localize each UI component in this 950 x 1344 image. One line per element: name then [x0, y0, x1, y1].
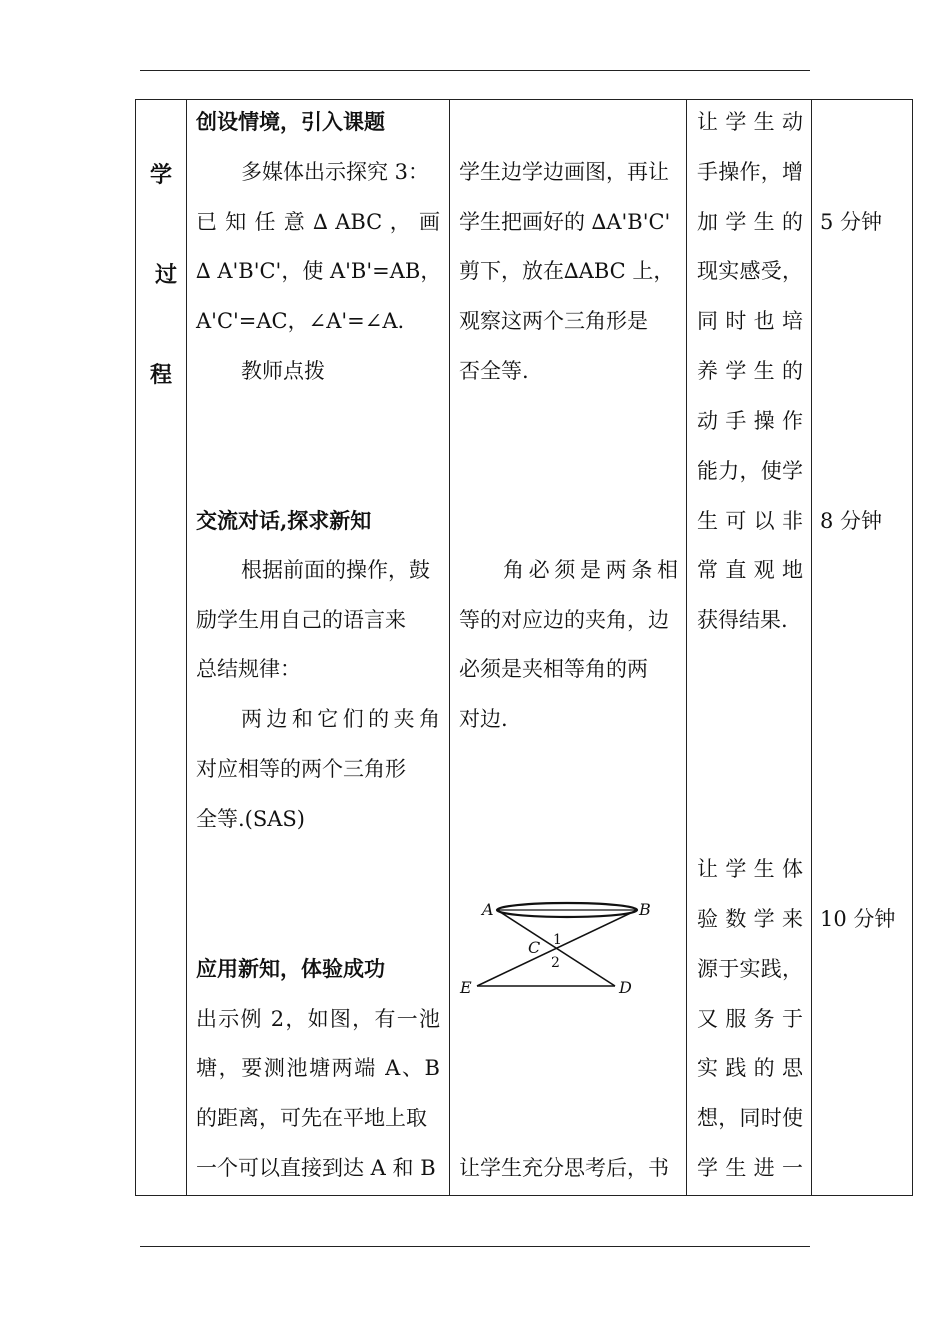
text-line: 能力，使学 [697, 459, 803, 483]
row-label-char: 程 [149, 362, 172, 388]
text-line: 必须是夹相等角的两 [459, 657, 648, 681]
text-line: 手操作，增 [697, 160, 803, 184]
text-line: 想，同时使 [697, 1106, 803, 1130]
text-line: 多媒体出示探究 3： [241, 160, 430, 184]
text-line: 教师点拨 [241, 359, 325, 383]
text-line: 获得结果. [697, 608, 788, 632]
column-divider [686, 100, 687, 1195]
text-line: 学生把画好的 ∆A'B'C' [459, 210, 671, 234]
label-angle-2: 2 [551, 955, 560, 971]
text-line: 否全等. [459, 359, 529, 383]
text-line: 励学生用自己的语言来 [196, 608, 406, 632]
text-line: 养学生的 [697, 359, 803, 383]
text-line: 对边. [459, 707, 508, 731]
text-line: 剪下，放在∆ABC 上， [459, 259, 675, 283]
text-line: 让学生体 [697, 857, 803, 881]
column-divider [449, 100, 450, 1195]
text-line: 两边和它们的夹角 [241, 707, 440, 731]
text-line: 学生进一 [697, 1156, 803, 1180]
text-line: 生可以非 [697, 509, 803, 533]
text-line: 一个可以直接到达 A 和 B [196, 1156, 436, 1180]
text-line: 已 知 任 意 ∆ ABC ， 画 [196, 210, 440, 234]
label-d: D [619, 978, 632, 997]
text-line: 加学生的 [697, 210, 803, 234]
section-title: 交流对话,探求新知 [196, 508, 372, 533]
text-line: 塘，要测池塘两端 A、B [196, 1056, 440, 1080]
segment-be [477, 910, 637, 986]
text-line: 动手操作 [697, 409, 803, 433]
text-line: 观察这两个三角形是 [459, 309, 648, 333]
label-c: C [528, 938, 541, 957]
text-line: ∆ A'B'C'，使 A'B'=AB， [196, 259, 442, 283]
text-line: 让学生充分思考后，书 [459, 1156, 669, 1180]
text-line: 验数学来 [697, 907, 803, 931]
text-line: 让学生动 [697, 110, 803, 134]
text-line: 等的对应边的夹角，边 [459, 608, 669, 632]
label-e: E [460, 978, 472, 997]
text-line: 根据前面的操作，鼓 [241, 558, 430, 582]
label-angle-1: 1 [553, 932, 562, 948]
duration-label: 10 分钟 [820, 907, 896, 931]
column-divider [811, 100, 812, 1195]
text-line: 出示例 2，如图，有一池 [196, 1007, 440, 1031]
text-line: 源于实践， [697, 957, 803, 981]
section-title: 应用新知，体验成功 [196, 956, 385, 981]
text-line: 总结规律： [196, 657, 301, 681]
text-line: 对应相等的两个三角形 [196, 757, 406, 781]
text-line: 学生边学边画图，再让 [459, 160, 669, 184]
text-line: 同时也培 [697, 309, 803, 333]
text-line: 全等.(SAS) [196, 807, 305, 831]
text-line: 角必须是两条相 [503, 558, 678, 582]
text-line: 常直观地 [697, 558, 803, 582]
label-b: B [639, 900, 651, 919]
text-line: 又服务于 [697, 1007, 803, 1031]
header-rule [140, 70, 810, 71]
pond-figure [455, 893, 655, 1003]
text-line: 实践的思 [697, 1056, 803, 1080]
label-a: A [482, 900, 494, 919]
row-label-char: 学 [149, 162, 172, 188]
row-label-char: 过 [154, 262, 177, 288]
section-title: 创设情境，引入课题 [196, 109, 385, 134]
text-line: A'C'=AC，∠A'=∠A. [196, 309, 405, 333]
footer-rule [140, 1246, 810, 1247]
duration-label: 5 分钟 [820, 210, 883, 234]
duration-label: 8 分钟 [820, 509, 883, 533]
text-line: 现实感受， [697, 259, 803, 283]
text-line: 的距离，可先在平地上取 [196, 1106, 427, 1130]
